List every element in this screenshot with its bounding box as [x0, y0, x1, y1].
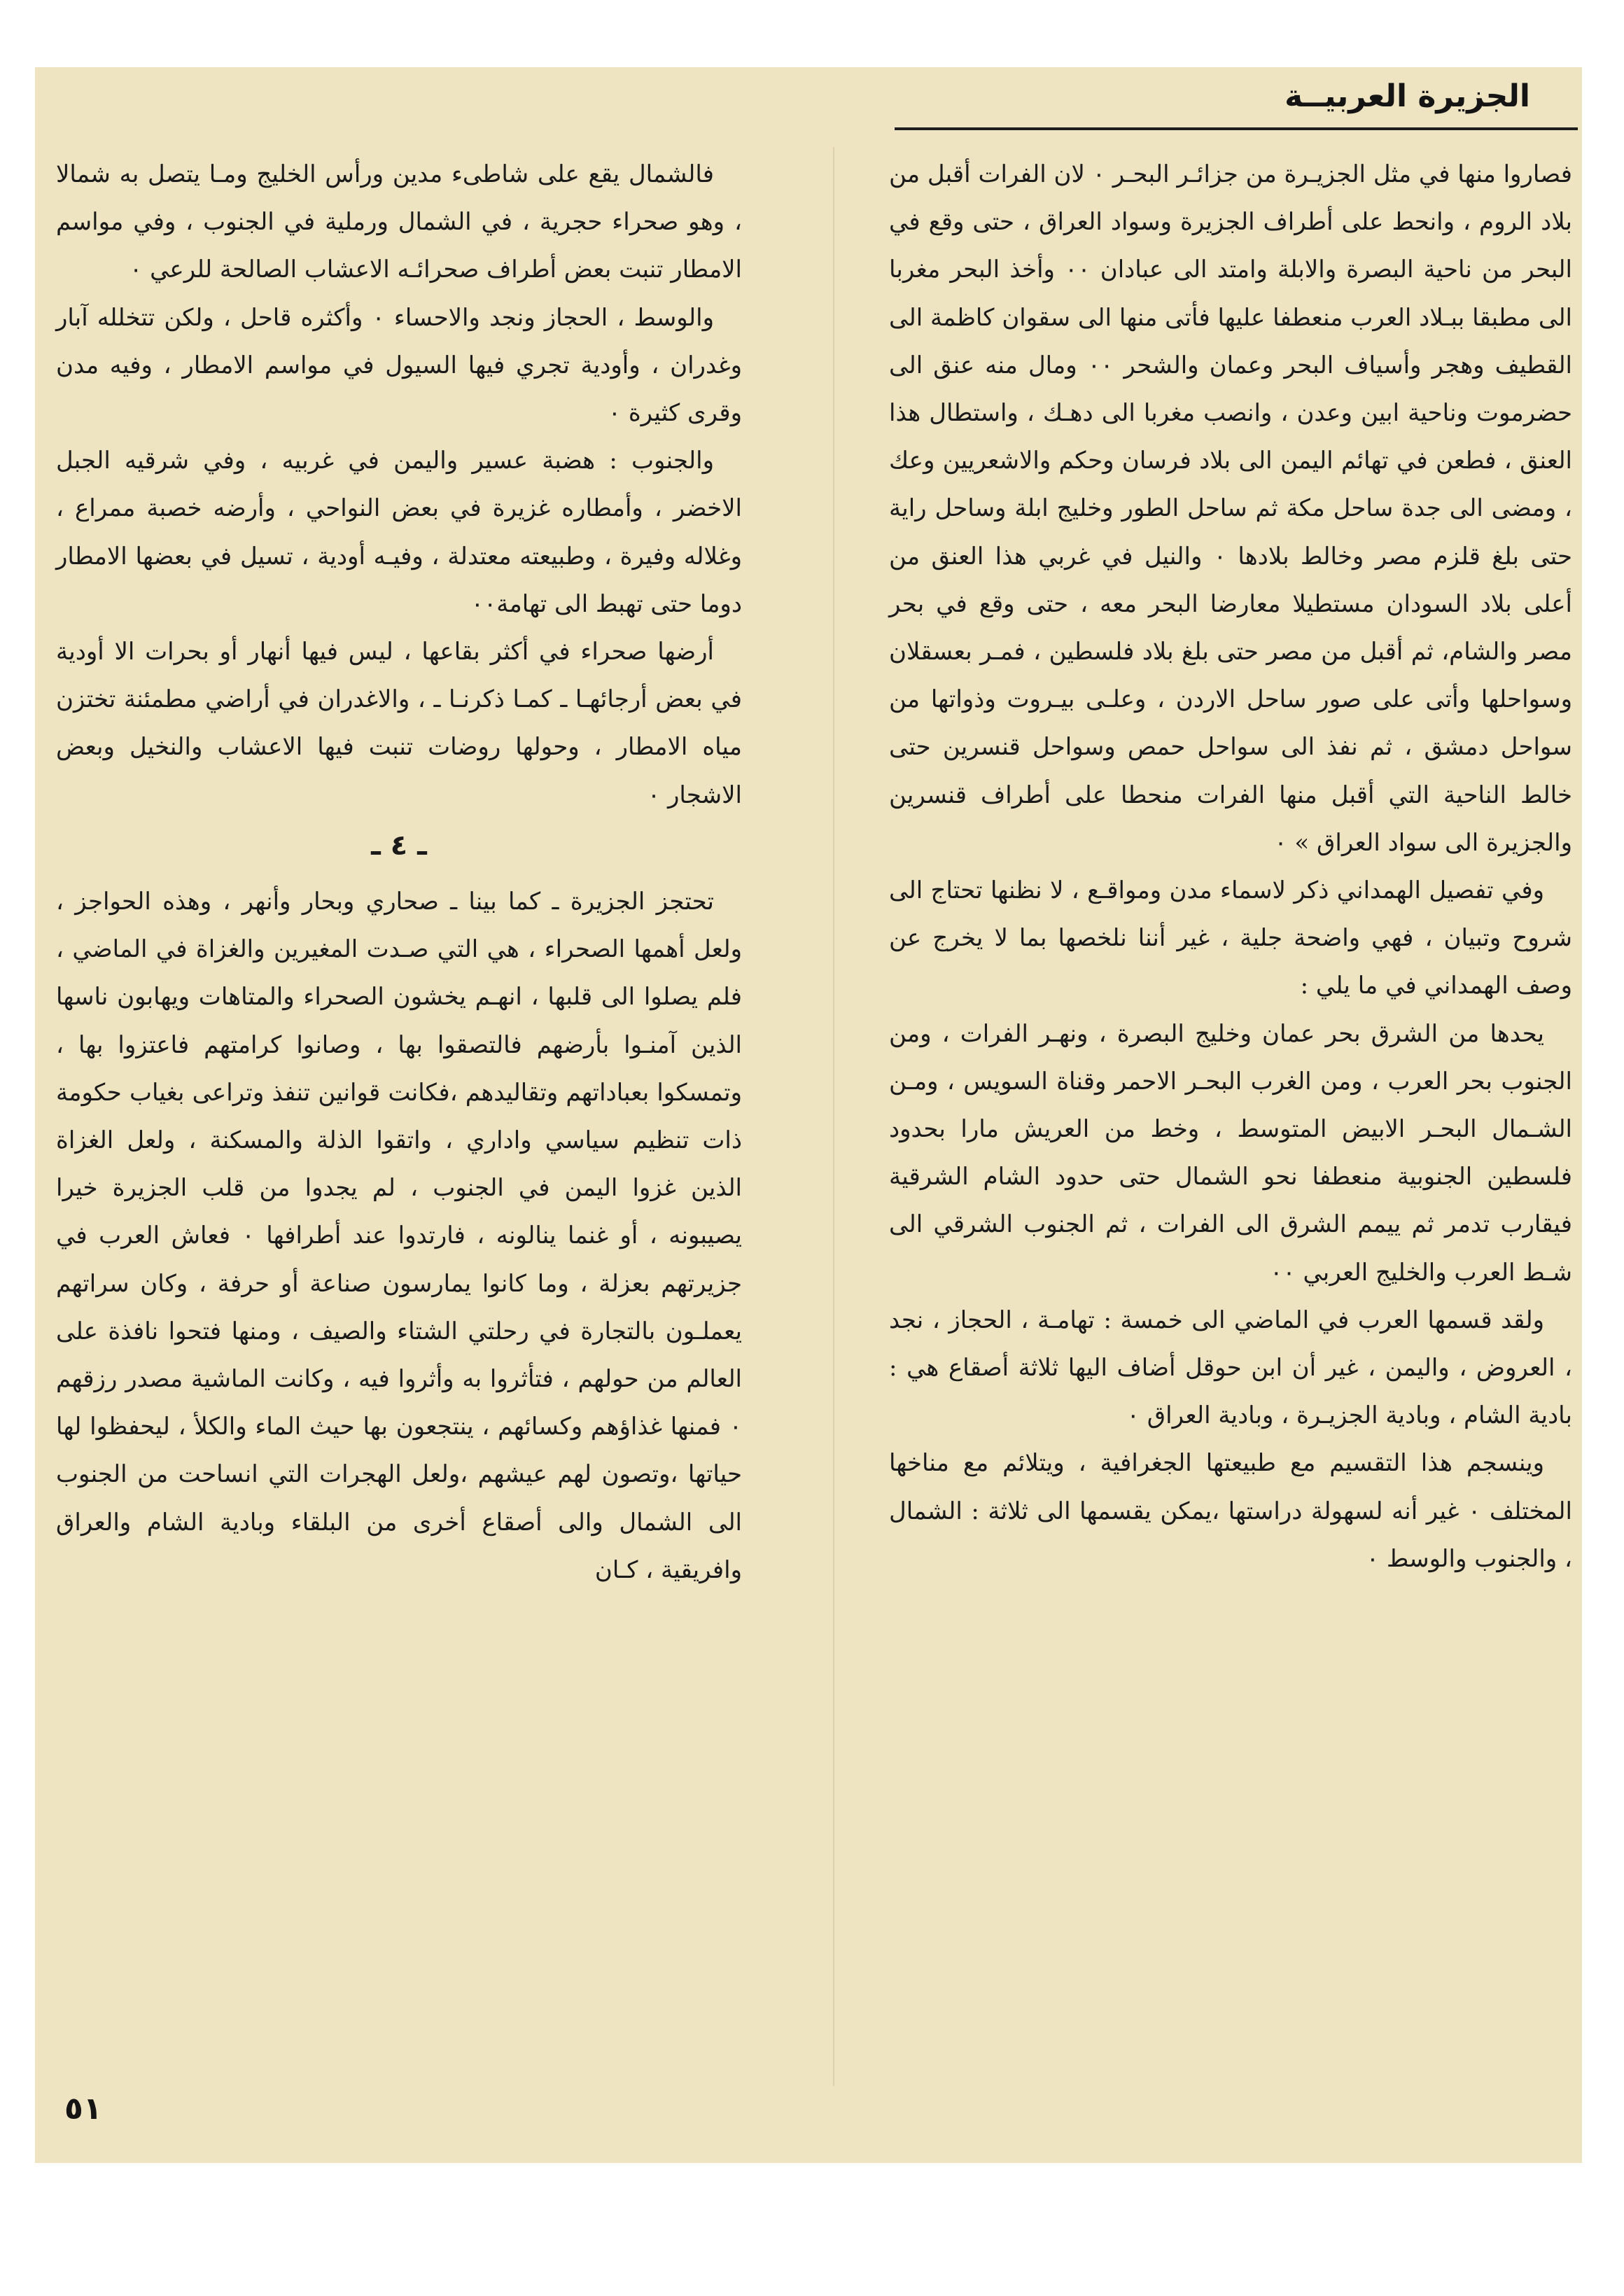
paragraph: أرضها صحراء في أكثر بقاعها ، ليس فيها أنهار أو بحرات الا أودية في بعض أرجائهـا ـ كمـا ذكرنـا ـ ، والاغدران في أراضي مطمئنة تختزن مياه الامطار ، وحولها روضات تنبت فيها الاعشاب والنخيل وبعض الاشجار ٠: [56, 638, 742, 809]
paragraph: وينسجم هذا التقسيم مع طبيعتها الجغرافية ، ويتلائم مع مناخها المختلف ٠ غير أنه لسهولة دراستها ،يمكن يقسمها الى ثلاثة : الشمال ، والجنوب والوسط ٠: [889, 1449, 1572, 1573]
paragraph: والجنوب : هضبة عسير واليمن في غربيه ، وفي شرقيه الجبل الاخضر ، وأمطاره غزيرة في بعض النواحي ، وأرضه خصبة ممراع ، وغلاله وفيرة ، وطبيعته معتدلة ، وفيـه أودية ، تسيل في بعضها الامطار دوما حتى تهبط الى تهامة٠٠: [56, 447, 742, 618]
paragraph: والوسط ، الحجاز ونجد والاحساء ٠ وأكثره قاحل ، ولكن تتخلله آبار وغدران ، وأودية تجري فيها السيول في مواسم الامطار ، وفيه مدن وقرى كثيرة ٠: [56, 303, 742, 428]
section-number: ـ ٤ ـ: [371, 829, 427, 862]
column-divider: [833, 147, 834, 2086]
right-column: [889, 150, 1572, 1583]
paragraph: يحدها من الشرق بحر عمان وخليج البصرة ، ونهـر الفرات ، ومن الجنوب بحر العرب ، ومن الغرب البحـر الاحمر وقناة السويس ، ومـن الشـمال البحـر الابيض المتوسط ، وخط من العريش مارا بحدود فلسطين الجنوبية منعطفا نحو الشمال حتى حدود الشام الشرقية فيقارب تدمر ثم ييمم الشرق الى الفرات ، ثم الجنوب الشرقي الى شـط العرب والخليج العربي ٠٠: [889, 1019, 1572, 1287]
header-rule: [895, 127, 1578, 130]
page-number: ٥١: [64, 2091, 102, 2127]
paragraph: تحتجز الجزيرة ـ كما بينا ـ صحاري وبحار وأنهر ، وهذه الحواجز ، ولعل أهمها الصحراء ، هي التي صـدت المغيرين والغزاة في الماضي ، فلم يصلوا الى قلبها ، انهـم يخشون الصحراء والمتاهات ويهابون ناسها الذين آمنـوا بأرضهم فالتصقوا بها ، وصانوا كرامتهم فاعتزوا بها ، وتمسكوا بعباداتهم وتقاليدهم ،فكانت قوانين تنفذ وتراعى بغياب حكومة ذات تنظيم سياسي واداري ، واتقوا الذلة والمسكنة ، ولعل الغزاة الذين غزوا اليمن في الجنوب ، لم يجدوا من قلب الجزيرة خيرا يصيبونه ، أو غنما ينالونه ، فارتدوا عند أطرافها ٠ فعاش العرب في جزيرتهم بعزلة ، وما كانوا يمارسون صناعة أو حرفة ، وكان سراتهم يعملـون بالتجارة في رحلتي الشتاء والصيف ، ومنها فتحوا نافذة على العالم من حولهم ، فتأثروا به وأثروا فيه ، وكانت الماشية مصدر رزقهم ٠ فمنها غذاؤهم وكسائهم ، ينتجعون بها حيث الماء والكلأ ، ليحفظوا لها حياتها ،وتصون لهم عيشهم ،ولعل الهجرات التي انساحت من الجنوب الى الشمال والى أصقاع أخرى من البلقاء وبادية الشام والعراق وافريقية ، كـان: [56, 888, 742, 1584]
left-column: [56, 150, 742, 1594]
paragraph: فالشمال يقع على شاطىء مدين ورأس الخليج ومـا يتصل به شمالا ، وهو صحراء حجرية ، في الشمال ورملية في الجنوب ، وفي مواسم الامطار تنبت بعض أطراف صحرائـه الاعشاب الصالحة للرعي ٠: [56, 160, 742, 284]
paragraph: ولقد قسمها العرب في الماضي الى خمسة : تهامـة ، الحجاز ، نجد ، العروض ، واليمن ، غير أن ابن حوقل أضاف اليها ثلاثة أصقاع هي : بادية الشام ، وبادية الجزيـرة ، وبادية العراق ٠: [889, 1306, 1572, 1430]
running-header: الجزيرة العربيــة: [1284, 78, 1530, 114]
paragraph: فصاروا منها في مثل الجزيـرة من جزائـر البحـر ٠ لان الفرات أقبل من بلاد الروم ، وانحط على أطراف الجزيرة وسواد العراق ، حتى وقع في البحر من ناحية البصرة والابلة وامتد الى عبادان ٠٠ وأخذ البحر مغربا الى مطبقا ببـلاد العرب منعطفا عليها فأتى منها الى سقوان كاظمة الى القطيف وهجر وأسياف البحر وعمان والشحر ٠٠ ومال منه عنق الى حضرموت وناحية ابين وعدن ، وانصب مغربا الى دهـك ، واستطال هذا العنق ، فطعن في تهائم اليمن الى بلاد فرسان وحكم والاشعريين وعك ، ومضى الى جدة ساحل مكة ثم ساحل الطور وخليج ابلة وساحل راية حتى بلغ قلزم مصر وخالط بلادها ٠ والنيل في غربي هذا العنق من أعلى بلاد السودان مستطيلا معارضا البحر معه ، حتى وقع في بحر مصر والشام، ثم أقبل من مصر حتى بلغ بلاد فلسطين ، فمـر بعسقلان وسواحلها وأتى على صور ساحل الاردن ، وعلـى بيـروت وذواتها من سواحل دمشق ، ثم نفذ الى سواحل حمص وسواحل قنسرين حتى خالط الناحية التي أقبل منها الفرات منحطا على أطراف قنسرين والجزيرة الى سواد العراق » ٠: [889, 160, 1573, 857]
paragraph: وفي تفصيل الهمداني ذكر لاسماء مدن ومواقـع ، لا نظنها تحتاج الى شروح وتبيان ، فهي واضحة جلية ، غير أننا نلخصها بما لا يخرج عن وصف الهمداني في ما يلي :: [889, 876, 1572, 1000]
